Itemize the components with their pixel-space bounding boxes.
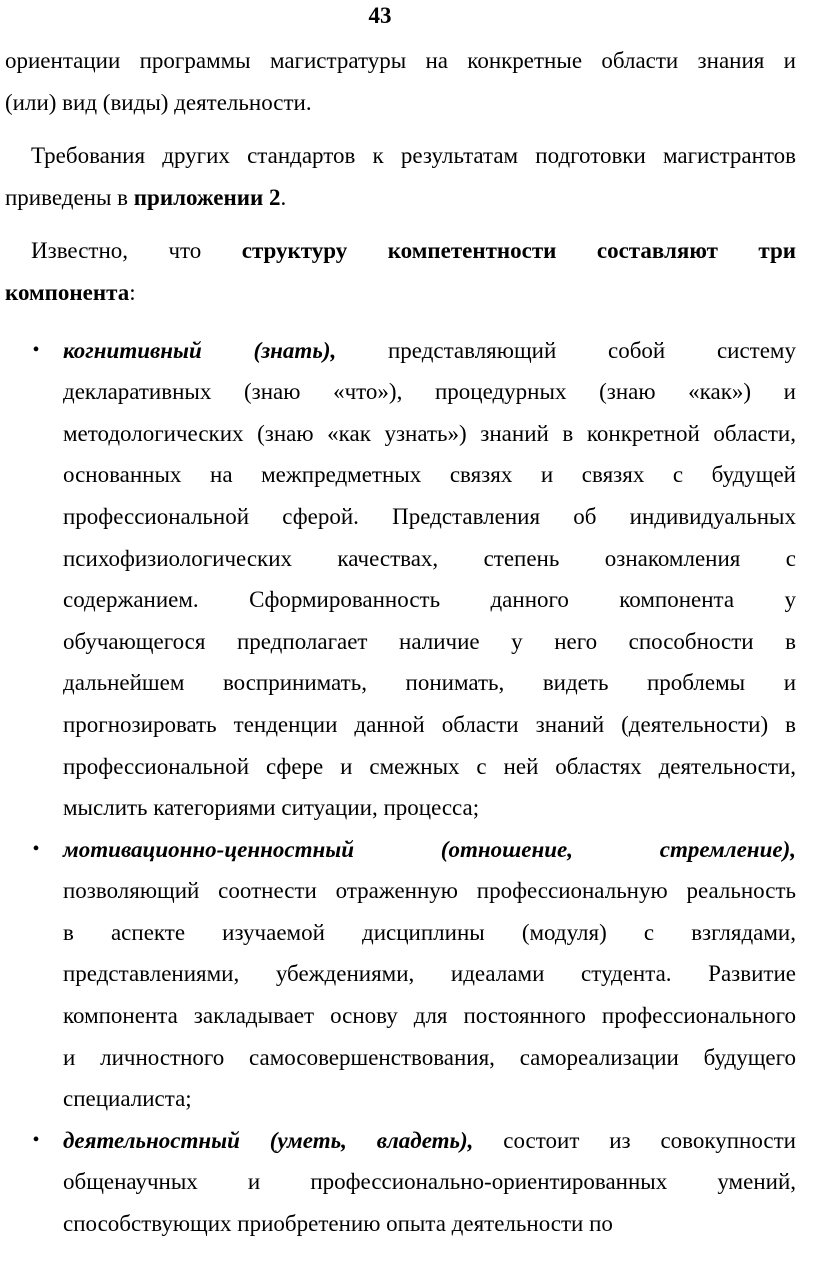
- list-item-line: и личностного самосовершенствования, самореализации будущего: [63, 1044, 796, 1070]
- bullet-icon: •: [32, 1128, 40, 1151]
- list-item-line: в аспекте изучаемой дисциплины (модуля) с взглядами,: [63, 919, 796, 945]
- list-item-last-line: способствующих приобретению опыта деятельности по: [63, 1211, 613, 1237]
- competence-structure-phrase: структуру компетентности составляют три: [241, 238, 796, 264]
- colon: :: [129, 279, 136, 305]
- list-item-line: дальнейшем воспринимать, понимать, видеть проблемы и: [63, 670, 796, 696]
- bullet-icon: •: [32, 837, 40, 860]
- list-item-lead: [63, 330, 796, 372]
- paragraph-2: [5, 135, 796, 218]
- paragraph-2-line-2: [5, 177, 796, 219]
- list-item-line: основанных на межпредметных связях и связях с будущей: [63, 462, 796, 488]
- list-item-line: профессиональной сферой. Представления об индивидуальных: [63, 503, 796, 529]
- list-item-lead: [63, 1120, 796, 1162]
- list-item-line: представлениями, убеждениями, идеалами студента. Развитие: [63, 961, 796, 987]
- paragraph-3-line-2: [5, 272, 796, 314]
- list-item-line: прогнозировать тенденции данной области знаний (деятельности) в: [63, 711, 796, 737]
- page-number: 43: [368, 3, 392, 28]
- list-item-line: декларативных (знаю «что»), процедурных (знаю «как») и: [63, 379, 796, 405]
- list-item-lead-text: представляющий собой систему: [336, 337, 796, 363]
- term-activity: деятельностный (уметь, владеть),: [63, 1127, 474, 1153]
- list-item-line: психофизиологических качествах, степень ознакомления с: [63, 545, 796, 571]
- list-item-line: методологических (знаю «как узнать») знаний в конкретной области,: [63, 420, 796, 446]
- components-word: компонента: [5, 279, 130, 305]
- appendix-reference: приложении 2: [133, 184, 281, 210]
- term-cognitive: когнитивный (знать),: [63, 337, 337, 363]
- list-item-lead: [63, 829, 796, 871]
- list-item-line: компонента закладывает основу для постоянного профессионального: [63, 1003, 796, 1029]
- term-motivational: мотивационно-ценностный (отношение, стремление),: [63, 836, 796, 862]
- paragraph-1-line-1: ориентации программы магистратуры на конкретные области знания и: [5, 48, 796, 73]
- paragraph-2-text: приведены в: [5, 184, 134, 210]
- paragraph-2-period: .: [280, 184, 287, 210]
- list-item-cognitive: [5, 330, 796, 829]
- components-list: [5, 330, 796, 1245]
- list-item-activity: [5, 1120, 796, 1245]
- document-body: [5, 40, 796, 1245]
- paragraph-1: [5, 40, 796, 123]
- paragraph-3-text: Известно, что: [31, 238, 242, 264]
- list-item-line: содержанием. Сформированность данного компонента у: [63, 587, 796, 613]
- list-item-line: общенаучных и профессионально-ориентированных умений,: [63, 1169, 796, 1195]
- list-item-last-line: мыслить категориями ситуации, процесса;: [63, 795, 480, 821]
- paragraph-3-line-1: [5, 230, 796, 272]
- list-item-last-line: специалиста;: [63, 1086, 192, 1112]
- paragraph-3: [5, 230, 796, 313]
- bullet-icon: •: [32, 338, 40, 361]
- list-item-motivational: [5, 829, 796, 1120]
- paragraph-1-line-2: (или) вид (виды) деятельности.: [5, 89, 312, 115]
- list-item-line: обучающегося предполагает наличие у него способности в: [63, 628, 796, 654]
- list-item-line: профессиональной сфере и смежных с ней областях деятельности,: [63, 753, 796, 779]
- list-item-lead-text: состоит из совокупности: [473, 1127, 796, 1153]
- list-item-line: позволяющий соотнести отраженную профессиональную реальность: [63, 878, 796, 904]
- paragraph-2-line-1: Требования других стандартов к результатам подготовки магистрантов: [31, 143, 796, 169]
